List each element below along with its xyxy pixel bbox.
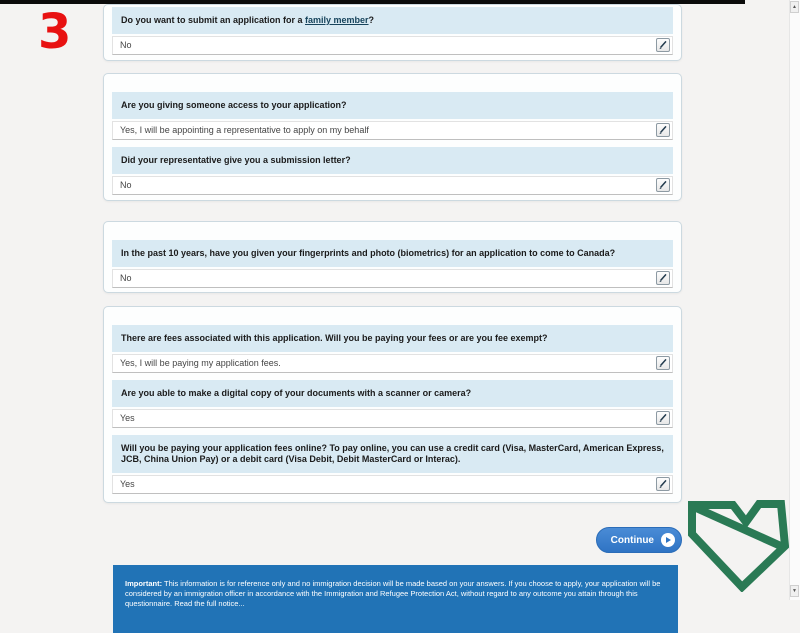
pencil-icon <box>658 180 668 190</box>
down-arrow-icon[interactable]: ▼ <box>790 585 799 597</box>
play-circle-icon <box>661 533 675 547</box>
pencil-icon <box>658 358 668 368</box>
answer-value: Yes <box>120 413 135 423</box>
answer-row-family-member <box>112 36 673 55</box>
continue-label: Continue <box>610 534 654 546</box>
qa-item <box>112 435 673 494</box>
answer-value: No <box>120 180 132 190</box>
family-member-link[interactable]: family member <box>305 15 369 25</box>
edit-button[interactable] <box>656 38 670 52</box>
continue-row <box>103 527 682 553</box>
question-fees: There are fees associated with this application. Will you be paying your fees or are you fee exempt? <box>112 325 673 352</box>
question-submission-letter: Did your representative give you a submission letter? <box>112 147 673 174</box>
question-pay-online: Will you be paying your application fees online? To pay online, you can use a credit card (Visa, MasterCard, American Express, JCB, China Union Pay) or a debit card (Visa Debit, Debit MasterCard or Interac). <box>112 435 673 473</box>
question-digital-copy: Are you able to make a digital copy of your documents with a scanner or camera? <box>112 380 673 407</box>
pencil-icon <box>658 125 668 135</box>
question-access: Are you giving someone access to your application? <box>112 92 673 119</box>
answer-value: No <box>120 40 132 50</box>
annotation-step-number: 3 <box>38 4 72 60</box>
footer-notice <box>113 565 678 633</box>
edit-button[interactable] <box>656 123 670 137</box>
question-panel-representative <box>103 73 682 201</box>
question-panel-family <box>103 4 682 61</box>
question-biometrics: In the past 10 years, have you given your fingerprints and photo (biometrics) for an application to come to Canada? <box>112 240 673 267</box>
qa-item <box>112 147 673 195</box>
questionnaire-content <box>103 4 682 633</box>
qa-item <box>112 92 673 140</box>
qa-item <box>112 7 673 55</box>
question-panel-fees <box>103 306 682 503</box>
answer-value: No <box>120 273 132 283</box>
footer-notice-text: This information is for reference only and no immigration decision will be made based on your answers. If you choose to apply, your application will be considered by an immigration officer in accordance with the Immigration and Refugee Protection Act, without regard to any outcome you attain through this questionnaire. Read the full notice... <box>125 579 661 608</box>
answer-value: Yes, I will be appointing a representative to apply on my behalf <box>120 125 369 135</box>
pencil-icon <box>658 479 668 489</box>
edit-button[interactable] <box>656 178 670 192</box>
vertical-scrollbar[interactable] <box>789 0 800 600</box>
answer-row-biometrics <box>112 269 673 288</box>
up-arrow-icon[interactable]: ▲ <box>790 1 799 13</box>
qa-item <box>112 325 673 373</box>
question-panel-biometrics <box>103 221 682 293</box>
edit-button[interactable] <box>656 477 670 491</box>
answer-row-fees <box>112 354 673 373</box>
answer-row-digital-copy <box>112 409 673 428</box>
answer-row-submission-letter <box>112 176 673 195</box>
qa-item <box>112 240 673 288</box>
footer-important-label: Important: <box>125 579 163 588</box>
pencil-icon <box>658 413 668 423</box>
pencil-icon <box>658 273 668 283</box>
edit-button[interactable] <box>656 356 670 370</box>
question-text: ? <box>368 15 375 25</box>
answer-row-access <box>112 121 673 140</box>
green-heart-logo <box>686 496 790 597</box>
qa-item <box>112 380 673 428</box>
answer-value: Yes, I will be paying my application fees. <box>120 358 281 368</box>
edit-button[interactable] <box>656 271 670 285</box>
answer-row-pay-online <box>112 475 673 494</box>
question-family-member <box>112 7 673 34</box>
answer-value: Yes <box>120 479 135 489</box>
continue-button[interactable] <box>596 527 682 553</box>
edit-button[interactable] <box>656 411 670 425</box>
pencil-icon <box>658 40 668 50</box>
question-text: Do you want to submit an application for a <box>121 15 306 25</box>
